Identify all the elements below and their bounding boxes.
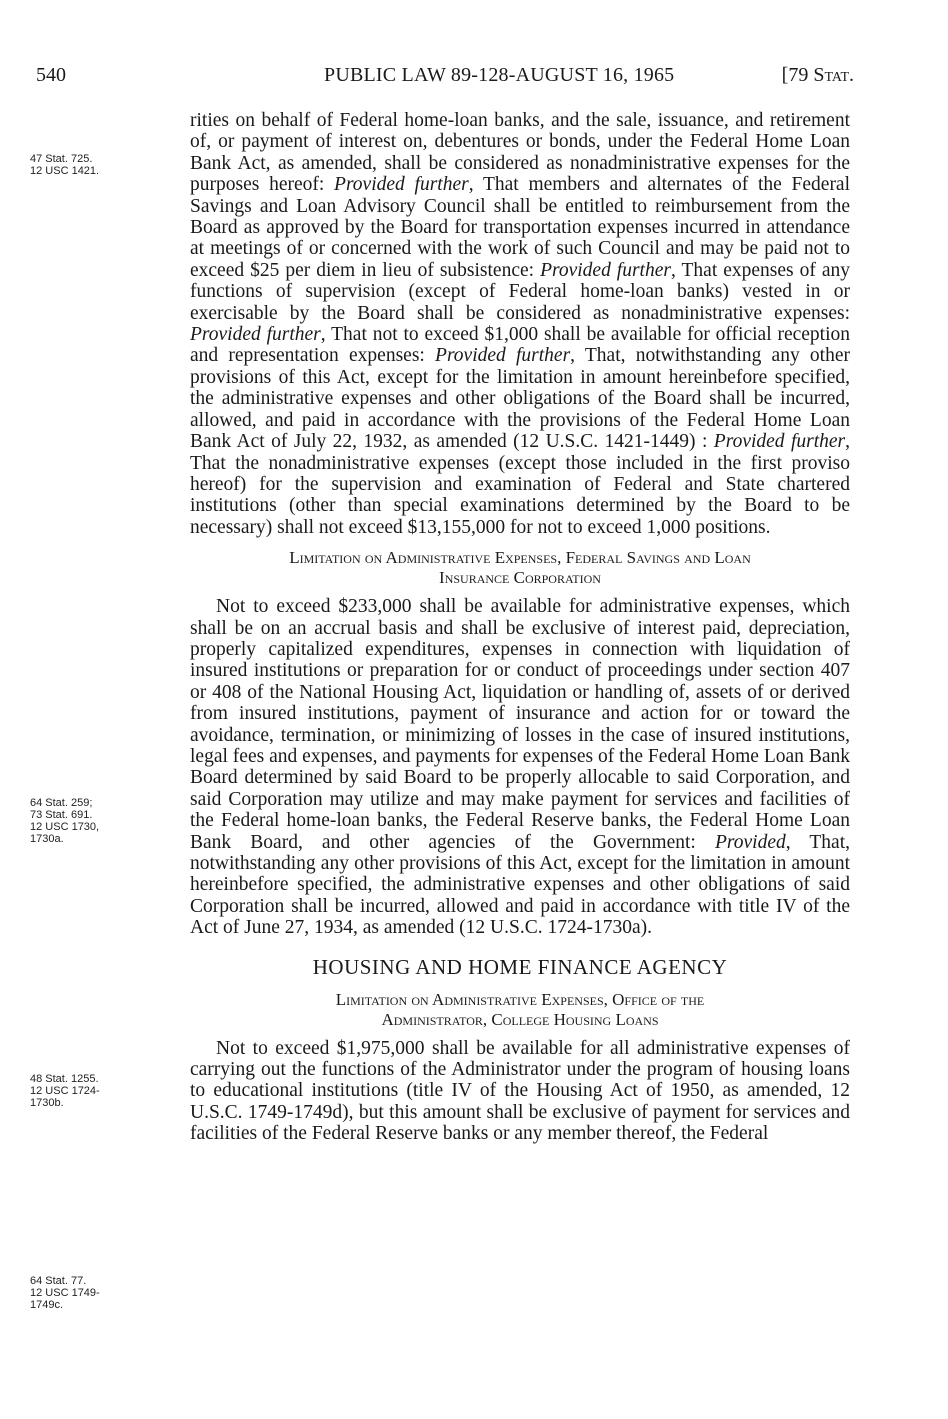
margin-citation-2 [30,797,150,845]
margin-citation-line: 48 Stat. 1255. [30,1073,99,1085]
paragraph-board-expenses: rities on behalf of Federal home-loan banks, and the sale, issuance, and retirement of, or payment of interest on, debentures or bonds, under the Federal Home Loan Bank Act, as amended, shall be considered as nonadministrative expenses for the purposes hereof: Provided further, That members and alternates of the Federal Savings and Loan Advisory Council shall be entitled to reimbursement from the Board as approved by the Board for transportation expenses incurred in attendance at meetings of or concerned with the work of such Council and may be paid not to exceed $25 per diem in lieu of subsistence: Provided further, That expenses of any functions of supervision (except of Federal home-loan banks) vested in or exercisable by the Board shall be considered as nonadministrative expenses: Provided further, That not to exceed $1,000 shall be available for official reception and representation expenses: Provided further, That, notwithstanding any other provisions of this Act, except for the limitation in amount hereinbefore specified, the administrative expenses and other obligations of the Board shall be incurred, allowed, and paid in accordance with the provisions of the Federal Home Loan Bank Act of July 22, 1932, as amended (12 U.S.C. 1421-1449) : Provided further, That the nonadministrative expenses (except those included in the first proviso hereof) for the supervision and examination of Federal and State chartered institutions (other than special examinations determined by the Board to be necessary) shall not exceed $13,155,000 for not to exceed 1,000 positions. [190,110,851,538]
margin-citation-line: 73 Stat. 691. [30,809,93,821]
proviso-italic: Provided further [540,259,671,281]
margin-citation-line: 1730a. [30,833,64,845]
volume-reference: [79 Stat. [781,64,854,86]
paragraph-college-housing: Not to exceed $1,975,000 shall be available for all administrative expenses of carrying out the functions of the Administrator under the program of housing loans to educational institutions (title IV of the Housing Act of 1950, as amended, 12 U.S.C. 1749-1749d), but this amount shall be exclusive of payment for services and facilities of the Federal Reserve banks or any member thereof, the Federal [190,1037,850,1145]
margin-citation-line: 64 Stat. 77. [30,1275,87,1287]
page-header [36,64,854,94]
main-text [190,110,850,1145]
proviso-italic: Provided [714,831,786,853]
proviso-italic: Provided further [713,431,846,453]
margin-citation-line: 12 USC 1724- [30,1085,100,1097]
margin-citation-line: 1730b. [30,1097,64,1109]
section-heading-college-housing: Limitation on Administrative Expenses, Office of the Administrator, College Housing Loans [335,989,705,1029]
margin-citation-line: 12 USC 1730, [30,821,100,833]
margin-citation-line: 12 USC 1749- [30,1287,100,1299]
margin-citation-3 [30,1073,150,1109]
proviso-italic: Provided further [190,324,321,346]
margin-citation-line: 1749c. [30,1299,64,1311]
section-heading-fslic: Limitation on Administrative Expenses, Federal Savings and Loan Insurance Corporation [289,548,751,588]
margin-citation-4 [30,1275,150,1311]
margin-citation-line: 64 Stat. 259; [30,797,93,809]
proviso-italic: Provided further [334,174,469,196]
paragraph-fslic-expenses: Not to exceed $233,000 shall be available for administrative expenses, which shall be on an accrual basis and shall be exclusive of interest paid, depreciation, properly capitalized expenditures, expenses in connection with liquidation of insured institutions or preparation for or conduct of proceedings under section 407 or 408 of the National Housing Act, liquidation or handling of, assets of or derived from insured institutions, payment of insurance and action for or toward the avoidance, termination, or minimizing of losses in the case of insured institutions, legal fees and expenses, and payments for expenses of the Federal Home Loan Bank Board determined by said Board to be properly allocable to said Corporation, and said Corporation may utilize and may make payment for services and facilities of the Federal home-loan banks, the Federal Reserve banks, the Federal Home Loan Bank Board, and other agencies of the Government: Provided, That, notwithstanding any other provisions of this Act, except for the limitation in amount hereinbefore specified, the administrative expenses and other obligations of said Corporation shall be incurred, allowed and paid in accordance with title IV of the Act of June 27, 1934, as amended (12 U.S.C. 1724-1730a). [190,596,850,939]
margin-citation-line: 12 USC 1421. [30,165,100,177]
agency-heading: HOUSING AND HOME FINANCE AGENCY [312,954,728,979]
proviso-italic: Provided further [435,345,571,367]
page-number: 540 [36,64,66,86]
margin-citation-line: 47 Stat. 725. [30,153,93,165]
margin-citation-1 [30,153,150,177]
running-title: PUBLIC LAW 89-128-AUGUST 16, 1965 [324,64,675,86]
